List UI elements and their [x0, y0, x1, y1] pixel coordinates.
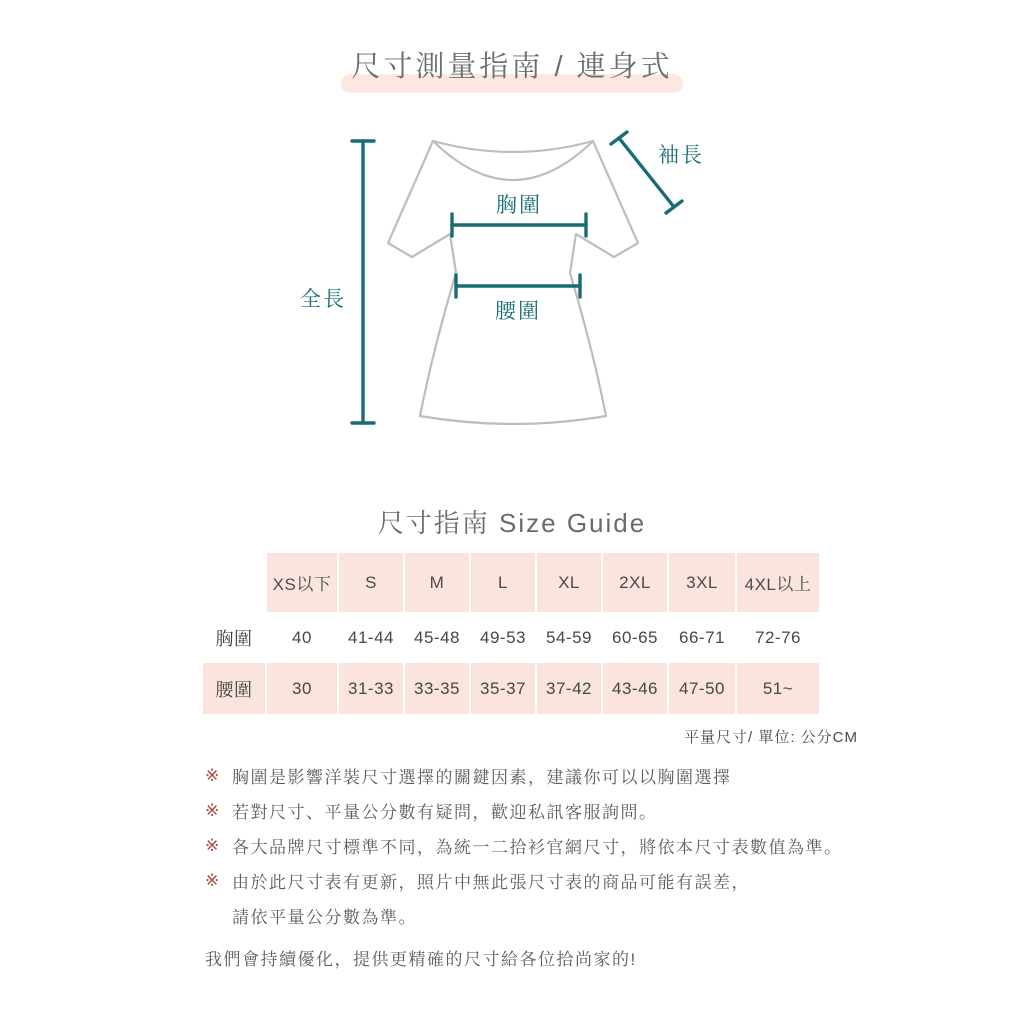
waist-value: 37-42 — [537, 663, 601, 714]
row-label-waist: 腰圍 — [203, 663, 265, 714]
waist-value: 47-50 — [669, 663, 735, 714]
notes-list — [205, 758, 865, 975]
col-header: 3XL — [669, 553, 735, 612]
waist-value: 51~ — [737, 663, 819, 714]
bust-value: 49-53 — [480, 627, 526, 647]
measurement-diagram — [280, 118, 740, 453]
col-header: XS以下 — [267, 553, 337, 612]
reference-mark-icon: ※ — [205, 835, 220, 855]
note-item — [205, 828, 865, 863]
measure-lines — [352, 132, 682, 423]
unit-note: 平量尺寸/ 單位: 公分CM — [684, 729, 858, 746]
page-title-block — [0, 44, 1024, 85]
note-item-closing — [205, 940, 865, 975]
dress-outline — [388, 141, 638, 424]
bust-value: 66-71 — [679, 627, 725, 647]
dress-diagram-svg — [280, 118, 740, 453]
note-item — [205, 863, 865, 898]
col-header: XL — [537, 553, 601, 612]
full-length-label: 全長 — [300, 288, 346, 311]
note-item — [205, 758, 865, 793]
bust-value: 72-76 — [755, 627, 801, 647]
reference-mark-icon: ※ — [205, 800, 220, 820]
col-header: M — [405, 553, 469, 612]
reference-mark-icon: ※ — [205, 765, 220, 785]
waist-label: 腰圍 — [495, 300, 541, 323]
note-text: 各大品牌尺寸標準不同，為統一二拾衫官網尺寸，將依本尺寸表數值為準。 — [232, 838, 843, 857]
note-item — [205, 793, 865, 828]
page-title: 尺寸測量指南 / 連身式 — [351, 51, 673, 83]
waist-value: 33-35 — [405, 663, 469, 714]
size-table — [203, 553, 819, 714]
table-corner-cell — [203, 553, 265, 612]
col-header: S — [339, 553, 403, 612]
col-header: 2XL — [603, 553, 667, 612]
waist-value: 43-46 — [603, 663, 667, 714]
waist-value: 35-37 — [471, 663, 535, 714]
waist-value: 30 — [267, 663, 337, 714]
sleeve-cap-bottom — [666, 201, 682, 213]
bust-value: 45-48 — [414, 627, 460, 647]
row-label-bust: 胸圍 — [215, 628, 253, 649]
waist-value: 31-33 — [339, 663, 403, 714]
col-header: L — [471, 553, 535, 612]
col-header: 4XL以上 — [737, 553, 819, 612]
bust-value: 40 — [292, 627, 312, 647]
note-text: 我們會持續優化，提供更精確的尺寸給各位拾尚家的! — [205, 950, 637, 969]
sleeve-cap-top — [611, 132, 627, 144]
bust-value: 54-59 — [546, 627, 592, 647]
sleeve-length-label: 袖長 — [658, 144, 704, 167]
bust-value: 41-44 — [348, 627, 394, 647]
note-item-continuation — [205, 898, 865, 933]
page-title-wrap — [345, 44, 678, 85]
bust-label: 胸圍 — [496, 194, 542, 217]
note-text: 若對尺寸、平量公分數有疑問，歡迎私訊客服詢問。 — [232, 803, 658, 822]
note-text: 胸圍是影響洋裝尺寸選擇的關鍵因素，建議你可以以胸圍選擇 — [232, 768, 732, 787]
note-text: 請依平量公分數為準。 — [232, 908, 417, 927]
reference-mark-icon: ※ — [205, 870, 220, 890]
note-text: 由於此尺寸表有更新，照片中無此張尺寸表的商品可能有誤差， — [232, 873, 750, 892]
size-guide-heading: 尺寸指南 Size Guide — [377, 508, 647, 538]
bust-value: 60-65 — [612, 627, 658, 647]
